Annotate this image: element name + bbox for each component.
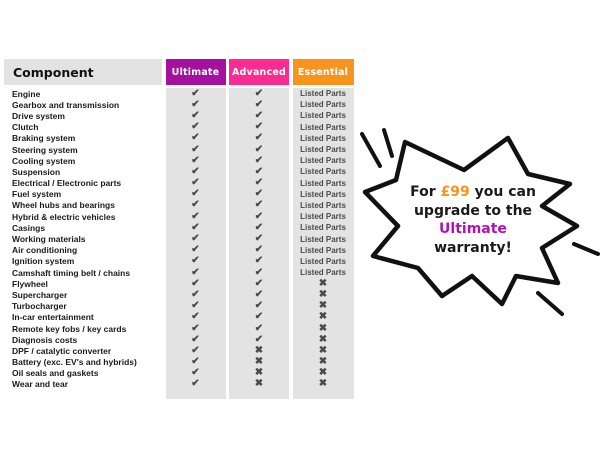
ultimate-cell: ✔ xyxy=(166,155,226,166)
component-name: Supercharger xyxy=(12,289,68,300)
component-name: Braking system xyxy=(12,133,76,144)
component-name: Air conditioning xyxy=(12,245,78,256)
column-pad xyxy=(229,390,289,399)
component-name: Clutch xyxy=(12,122,39,133)
ultimate-cell: ✔ xyxy=(166,222,226,233)
essential-cell: ✖ xyxy=(293,289,354,300)
advanced-cell: ✔ xyxy=(229,189,289,200)
ultimate-cell: ✔ xyxy=(166,245,226,256)
essential-cell: ✖ xyxy=(293,323,354,334)
essential-cell: ✖ xyxy=(293,357,354,368)
ultimate-cell: ✔ xyxy=(166,289,226,300)
component-name: Fuel system xyxy=(12,189,62,200)
advanced-cell: ✔ xyxy=(229,122,289,133)
essential-cell: Listed Parts xyxy=(293,211,354,222)
essential-cell: Listed Parts xyxy=(293,233,354,244)
essential-cell: Listed Parts xyxy=(293,110,354,121)
ultimate-cell: ✔ xyxy=(166,166,226,177)
component-name: Battery (exc. EV's and hybrids) xyxy=(12,357,137,368)
advanced-cell: ✔ xyxy=(229,256,289,267)
advanced-cell: ✔ xyxy=(229,155,289,166)
column-pad xyxy=(166,390,226,399)
burst-line xyxy=(392,183,554,202)
component-name: DPF / catalytic converter xyxy=(12,345,112,356)
essential-cell: Listed Parts xyxy=(293,99,354,110)
advanced-cell: ✔ xyxy=(229,144,289,155)
ultimate-cell: ✔ xyxy=(166,233,226,244)
essential-cell: ✖ xyxy=(293,278,354,289)
brand-text: Ultimate xyxy=(439,221,507,237)
burst-text-suffix: you can xyxy=(469,184,536,200)
burst-line: warranty! xyxy=(434,239,512,256)
advanced-cell: ✔ xyxy=(229,278,289,289)
ultimate-cell: ✔ xyxy=(166,278,226,289)
component-name: Drive system xyxy=(12,110,65,121)
accent-dash-right xyxy=(574,244,598,254)
advanced-cell: ✖ xyxy=(229,379,289,390)
ultimate-cell: ✔ xyxy=(166,301,226,312)
essential-cell: ✖ xyxy=(293,334,354,345)
advanced-cell: ✔ xyxy=(229,233,289,244)
component-name: Gearbox and transmission xyxy=(12,99,120,110)
accent-dash-bottom-right xyxy=(538,293,562,314)
ultimate-cell: ✔ xyxy=(166,368,226,379)
essential-header: Essential xyxy=(293,59,354,85)
component-name: Flywheel xyxy=(12,278,48,289)
component-name: Cooling system xyxy=(12,155,76,166)
advanced-cell: ✔ xyxy=(229,211,289,222)
essential-cell: ✖ xyxy=(293,379,354,390)
burst-line: upgrade to the xyxy=(413,202,533,219)
component-name: Remote key fobs / key cards xyxy=(12,323,127,334)
advanced-cell: ✖ xyxy=(229,345,289,356)
advanced-cell: ✔ xyxy=(229,245,289,256)
essential-cell: ✖ xyxy=(293,312,354,323)
accent-dash-top-left-1 xyxy=(362,134,380,166)
advanced-cell: ✔ xyxy=(229,301,289,312)
component-name: Wear and tear xyxy=(12,379,69,390)
component-name: Oil seals and gaskets xyxy=(12,368,99,379)
ultimate-cell: ✔ xyxy=(166,133,226,144)
ultimate-cell: ✔ xyxy=(166,379,226,390)
advanced-cell: ✖ xyxy=(229,368,289,379)
component-name: In-car entertainment xyxy=(12,312,94,323)
essential-cell: Listed Parts xyxy=(293,200,354,211)
ultimate-cell: ✔ xyxy=(166,345,226,356)
ultimate-cell: ✔ xyxy=(166,200,226,211)
essential-cell: Listed Parts xyxy=(293,155,354,166)
advanced-cell: ✔ xyxy=(229,323,289,334)
comparison-table xyxy=(4,59,354,399)
advanced-cell: ✔ xyxy=(229,166,289,177)
advanced-cell: ✔ xyxy=(229,267,289,278)
ultimate-cell: ✔ xyxy=(166,334,226,345)
component-header: Component xyxy=(4,59,162,85)
advanced-cell: ✔ xyxy=(229,334,289,345)
essential-cell: Listed Parts xyxy=(293,222,354,233)
component-name: Camshaft timing belt / chains xyxy=(12,267,131,278)
component-name: Electrical / Electronic parts xyxy=(12,178,122,189)
column-pad xyxy=(293,390,354,399)
component-name: Diagnosis costs xyxy=(12,334,78,345)
advanced-cell: ✔ xyxy=(229,110,289,121)
advanced-header: Advanced xyxy=(229,59,289,85)
essential-cell: Listed Parts xyxy=(293,178,354,189)
burst-text xyxy=(392,183,554,257)
essential-cell: Listed Parts xyxy=(293,144,354,155)
ultimate-cell: ✔ xyxy=(166,211,226,222)
ultimate-header: Ultimate xyxy=(166,59,226,85)
advanced-cell: ✔ xyxy=(229,178,289,189)
essential-cell: ✖ xyxy=(293,368,354,379)
ultimate-cell: ✔ xyxy=(166,312,226,323)
ultimate-cell: ✔ xyxy=(166,88,226,99)
advanced-cell: ✔ xyxy=(229,99,289,110)
component-name: Ignition system xyxy=(12,256,75,267)
ultimate-cell: ✔ xyxy=(166,178,226,189)
accent-dash-top-left-2 xyxy=(384,130,392,156)
ultimate-cell: ✔ xyxy=(166,357,226,368)
table-body xyxy=(4,88,354,399)
ultimate-cell: ✔ xyxy=(166,256,226,267)
ultimate-cell: ✔ xyxy=(166,122,226,133)
advanced-cell: ✔ xyxy=(229,289,289,300)
advanced-cell: ✖ xyxy=(229,357,289,368)
essential-cell: Listed Parts xyxy=(293,166,354,177)
advanced-cell: ✔ xyxy=(229,222,289,233)
essential-cell: Listed Parts xyxy=(293,189,354,200)
essential-cell: Listed Parts xyxy=(293,245,354,256)
price-text: £99 xyxy=(440,184,470,200)
essential-cell: Listed Parts xyxy=(293,133,354,144)
ultimate-cell: ✔ xyxy=(166,99,226,110)
ultimate-cell: ✔ xyxy=(166,323,226,334)
advanced-cell: ✔ xyxy=(229,312,289,323)
component-name: Steering system xyxy=(12,144,78,155)
component-name: Suspension xyxy=(12,166,61,177)
burst-text-prefix: For xyxy=(410,184,441,200)
ultimate-cell: ✔ xyxy=(166,267,226,278)
component-name: Hybrid & electric vehicles xyxy=(12,211,116,222)
essential-cell: ✖ xyxy=(293,301,354,312)
column-pad xyxy=(4,390,162,399)
essential-cell: ✖ xyxy=(293,345,354,356)
advanced-cell: ✔ xyxy=(229,133,289,144)
essential-cell: Listed Parts xyxy=(293,256,354,267)
ultimate-cell: ✔ xyxy=(166,189,226,200)
component-name: Engine xyxy=(12,88,41,99)
advanced-cell: ✔ xyxy=(229,88,289,99)
component-name: Working materials xyxy=(12,234,86,245)
ultimate-cell: ✔ xyxy=(166,144,226,155)
advanced-cell: ✔ xyxy=(229,200,289,211)
ultimate-cell: ✔ xyxy=(166,110,226,121)
table-header xyxy=(4,59,354,85)
essential-cell: Listed Parts xyxy=(293,88,354,99)
component-name: Casings xyxy=(12,222,46,233)
component-name: Wheel hubs and bearings xyxy=(12,200,115,211)
component-name: Turbocharger xyxy=(12,301,67,312)
essential-cell: Listed Parts xyxy=(293,122,354,133)
essential-cell: Listed Parts xyxy=(293,267,354,278)
